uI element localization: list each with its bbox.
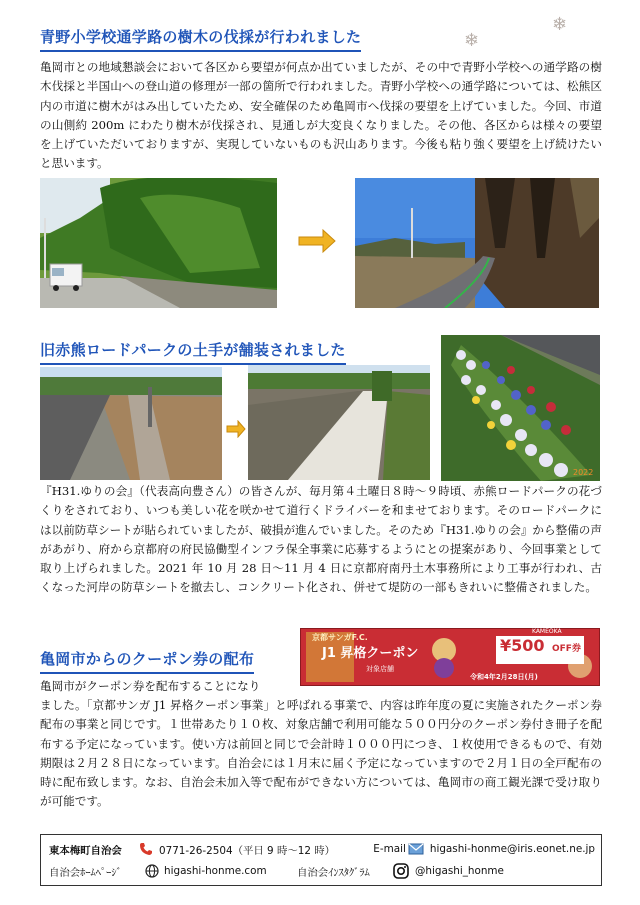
footer-org-name: 東本梅町自治会 (49, 844, 122, 857)
footer-email-label: E-mail (373, 843, 406, 855)
arrow-right-icon (297, 228, 337, 254)
coupon-price: ¥500 (500, 636, 545, 655)
coupon-mark: KAMEOKA (532, 628, 562, 635)
photo-before-tree-cutting (40, 178, 277, 308)
footer-email[interactable]: higashi-honme@iris.eonet.ne.jp (429, 843, 595, 855)
snowflake-icon: ❄ (464, 30, 480, 51)
globe-icon (145, 864, 159, 878)
section-body-coupon-lead: 亀岡市がクーポン券を配布することになり (40, 679, 261, 693)
photo-after-tree-cutting (355, 178, 599, 308)
footer-phone: 0771-26-2504（平日 9 時～12 時） (158, 844, 336, 857)
section-heading-tree-cutting: 青野小学校通学路の樹木の伐採が行われました (40, 26, 361, 52)
contact-footer (40, 834, 602, 886)
snowflake-icon: ❄ (552, 14, 568, 35)
section-heading-coupon: 亀岡市からのクーポン券の配布 (40, 648, 254, 674)
phone-icon (139, 842, 153, 856)
footer-instagram-label: 自治会ｲﾝｽﾀｸﾞﾗﾑ (297, 866, 370, 879)
coupon-title: J1 昇格クーポン (322, 646, 419, 661)
instagram-icon (393, 863, 409, 879)
section-body-road-park: 『H31.ゆりの会』（代表高向豊さん）の皆さんが、毎月第４土曜日８時～９時頃、赤熊ロードパークの花づくりをされており、いつも美しい花を咲かせて道行くドライバーを和ませております。そのロードパークには以前防草シートが貼られていましたが、破損が進んでいました。そのため『H31.ゆりの会』から整備の声があがり、府から京都府の府民協働型インフラ保全事業に応募するようにとの提案があり、今回事業として取り上げられました。2021 年 10 月 28 日～11 月 4 日に京都府南丹土木事務所により工事が行われ、古くなった河岸の防草シートを撤去し、コンクリート化され、併せて堤防の一部もきれいに整備されました。 (40, 484, 602, 595)
photo-road-park-before (40, 367, 222, 480)
footer-instagram[interactable]: @higashi_honme (415, 865, 504, 877)
mail-icon (408, 843, 424, 855)
photo-flower-bed (441, 335, 600, 481)
section-body-tree-cutting: 亀岡市との地域懇談会において各区から要望が何点か出ていましたが、その中で青野小学校への通学路の樹木伐採と半国山への登山道の修理が一部の箇所で行われました。青野小学校への通学路については、松熊区内の市道に樹木がはみ出していたため、安全確保のため亀岡市へ伐採の要望を上げていました。今回、市道の山側約 200m にわたり樹木が伐採され、見通しが大変良くなりました。その他、各区からは様々の要望を上げていただいておりますが、実現していないものも沢山あります。今後も粘り強く要望を上げ続けたいと思います。 (40, 60, 602, 171)
arrow-right-icon (226, 420, 246, 438)
section-heading-road-park: 旧赤熊ロードパークの土手が舗装されました (40, 339, 346, 365)
coupon-image (300, 628, 600, 686)
footer-homepage[interactable]: higashi-honme.com (164, 865, 267, 877)
coupon-price-suffix: OFF券 (552, 644, 581, 654)
footer-homepage-label: 自治会ﾎｰﾑﾍﾟｰｼﾞ (49, 866, 122, 879)
photo-road-park-after (248, 365, 430, 480)
section-body-coupon: ました。「京都サンガ J1 昇格クーポン事業」と呼ばれる事業で、内容は昨年度の夏に実施されたクーポン券配布の事業と同じです。１世帯あたり１０枚、対象店舗で利用可能な５００円分のクーポン券付き冊子を配布する予定になっています。使い方は前回と同じで会計時１０００円につき、１枚使用できるもので、有効期限は２月２８日になっています。自治会には１月末に届く予定になっていますので２月１日の全戸配布の時に配布致します。なお、自治会未加入等で配布ができない方については、亀岡市の商工観光課で受け取りが可能です。 (40, 698, 602, 809)
coupon-brand: 京都サンガF.C. (312, 633, 368, 642)
photo-year-label: 2022 (573, 468, 594, 477)
coupon-line2: 令和4年2月28日(月) (470, 673, 538, 681)
coupon-line1: 対象店舗 (366, 665, 394, 673)
